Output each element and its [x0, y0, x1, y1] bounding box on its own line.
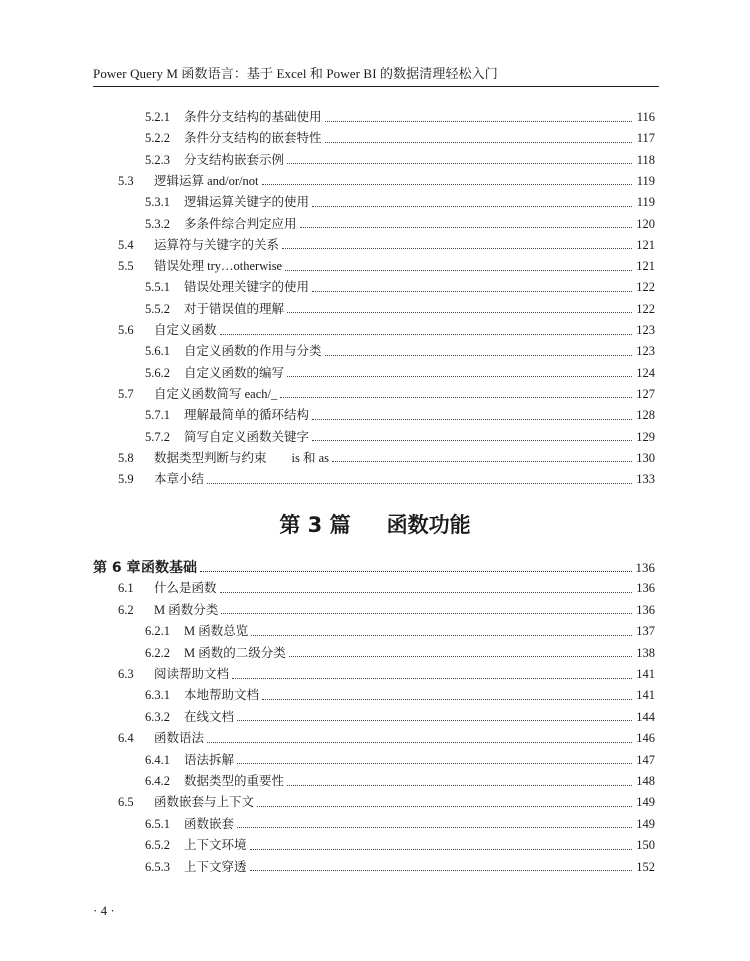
- toc-entry-page: 124: [636, 365, 655, 380]
- toc-leader-dots: [262, 174, 632, 185]
- toc-entry-number: 6.4.2: [145, 774, 170, 788]
- toc-entry-number: 5.3.2: [145, 216, 170, 231]
- toc-entry-title: 函数嵌套: [184, 816, 235, 831]
- toc-entry: [145, 771, 655, 789]
- toc-entry: [118, 256, 655, 274]
- toc-entry: [118, 728, 655, 746]
- toc-leader-dots: [287, 302, 632, 313]
- toc-entry-page: 149: [636, 795, 655, 810]
- toc-entry: [145, 750, 655, 768]
- toc-entry-number: 5.3: [118, 173, 134, 188]
- toc-leader-dots: [221, 603, 632, 614]
- toc-entry: [145, 214, 655, 232]
- toc-entry-number: 5.6.2: [145, 365, 170, 380]
- toc-entry-title: 自定义函数简写 each/_: [154, 386, 278, 401]
- toc-entry-title: 对于错误值的理解: [184, 301, 285, 316]
- toc-entry: [145, 299, 655, 317]
- toc-entry-number: 6.5.1: [145, 816, 170, 831]
- toc-leader-dots: [257, 796, 632, 807]
- toc-entry-number: 5.5.2: [145, 301, 170, 316]
- toc-entry-page: 144: [636, 709, 655, 724]
- toc-entry: [118, 664, 655, 682]
- toc-entry: [118, 578, 655, 596]
- toc-entry-title: 数据类型的重要性: [184, 774, 285, 788]
- toc-entry-page: 123: [636, 344, 655, 359]
- page-number: · 4 ·: [93, 903, 115, 918]
- toc-entry-title: M 函数的二级分类: [184, 645, 286, 660]
- toc-entry: [118, 235, 655, 253]
- toc-leader-dots: [325, 345, 632, 356]
- toc-entry-title: 分支结构嵌套示例: [184, 152, 285, 167]
- toc-entry-title: 多条件综合判定应用: [184, 216, 297, 231]
- toc-entry-page: 130: [636, 450, 655, 465]
- toc-entry: [145, 835, 655, 853]
- toc-entry-number: 5.5.1: [145, 280, 170, 295]
- toc-entry-number: 5.6.1: [145, 344, 170, 359]
- toc-leader-dots: [207, 732, 632, 743]
- toc-entry: [145, 427, 655, 445]
- toc-entry-page: 152: [636, 859, 655, 874]
- toc-entry-page: 121: [636, 259, 655, 274]
- toc-entry-page: 119: [636, 195, 655, 210]
- toc-entry: [118, 384, 655, 402]
- toc-entry-number: 6.4.1: [145, 752, 170, 767]
- toc-leader-dots: [251, 625, 632, 636]
- running-header: Power Query M 函数语言：基于 Excel 和 Power BI 的数据清理轻松入门: [93, 66, 498, 81]
- toc-entry-page: 118: [636, 152, 655, 167]
- toc-entry-number: 6.3: [118, 667, 134, 681]
- toc-entry-number: 6.5.2: [145, 838, 170, 853]
- toc-entry: [145, 192, 655, 210]
- toc-entry-title: 函数语法: [154, 731, 205, 746]
- toc-entry-title: 错误处理关键字的使用: [184, 280, 310, 295]
- toc-entry-number: 5.2.1: [145, 110, 170, 124]
- toc-entry-title: 函数嵌套与上下文: [154, 795, 255, 810]
- toc-entry: [145, 621, 655, 639]
- toc-entry-page: 137: [636, 624, 655, 639]
- toc-entry: [145, 128, 655, 146]
- toc-entry-title: 逻辑运算 and/or/not: [154, 173, 259, 188]
- toc-entry-title: 自定义函数的编写: [184, 365, 285, 380]
- toc-leader-dots: [250, 860, 632, 871]
- toc-leader-dots: [287, 366, 632, 377]
- toc-entry-number: 6.5.3: [145, 859, 170, 874]
- toc-entry-number: 6.4: [118, 731, 134, 746]
- toc-entry-title: 什么是函数: [154, 581, 217, 596]
- toc-entry-page: 148: [636, 774, 655, 788]
- toc-entry-page: 123: [636, 323, 655, 337]
- toc-entry: [145, 150, 655, 168]
- toc-entry: [145, 685, 655, 703]
- toc-leader-dots: [237, 753, 632, 764]
- toc-leader-dots: [280, 387, 632, 398]
- toc-entry-title: M 函数分类: [154, 602, 219, 617]
- toc-leader-dots: [250, 839, 632, 850]
- toc-entry-title: 条件分支结构的嵌套特性: [184, 131, 322, 146]
- toc-entry-title: 函数基础: [141, 560, 197, 576]
- toc-entry-page: 149: [636, 816, 655, 831]
- toc-entry-page: 117: [636, 131, 655, 146]
- toc-entry-page: 147: [636, 752, 655, 767]
- toc-entry: [145, 405, 655, 423]
- toc-entry-page: 141: [636, 667, 655, 681]
- toc-entry-title: 自定义函数的作用与分类: [184, 344, 322, 359]
- toc-leader-dots: [325, 111, 632, 122]
- toc-entry-page: 119: [636, 173, 655, 188]
- part-label: 第 3 篇: [279, 513, 351, 537]
- part-title: [0, 509, 750, 539]
- toc-entry-number: 5.4: [118, 237, 134, 252]
- toc-entry-page: 150: [636, 838, 655, 853]
- toc-leader-dots: [237, 817, 632, 828]
- toc-entry: [145, 107, 655, 125]
- toc-entry-number: 5.5: [118, 259, 134, 274]
- toc-entry-page: 121: [636, 237, 655, 252]
- toc-entry-title: 条件分支结构的基础使用: [184, 110, 322, 124]
- toc-entry-number: 5.2.3: [145, 152, 170, 167]
- toc-entry-page: 141: [636, 688, 655, 703]
- toc-entry-page: 120: [636, 216, 655, 231]
- toc-entry-page: 136: [636, 602, 655, 617]
- toc-entry-title: 逻辑运算关键字的使用: [184, 195, 310, 210]
- toc-entry-title: M 函数总览: [184, 624, 249, 639]
- toc-leader-dots: [220, 582, 632, 593]
- toc-leader-dots: [282, 238, 632, 249]
- toc-entry-number: 5.6: [118, 323, 134, 337]
- toc-entry-number: 5.9: [118, 472, 134, 487]
- toc-entry-title: 错误处理 try…otherwise: [154, 259, 283, 274]
- toc-entry: [118, 469, 655, 487]
- toc-leader-dots: [325, 132, 632, 143]
- toc-entry-title: 本章小结: [154, 472, 205, 487]
- toc-entry: [118, 320, 655, 338]
- toc-entry: [145, 857, 655, 875]
- toc-entry-page: 136: [636, 581, 655, 596]
- toc-entry-title: 理解最简单的循环结构: [184, 408, 310, 423]
- toc-entry-title: 运算符与关键字的关系: [154, 237, 280, 252]
- header-rule: [93, 86, 659, 87]
- toc-leader-dots: [332, 451, 632, 462]
- toc-leader-dots: [287, 775, 632, 786]
- toc-entry: [145, 643, 655, 661]
- toc-entry-title: 语法拆解: [184, 752, 235, 767]
- toc-leader-dots: [200, 561, 632, 572]
- toc-leader-dots: [289, 646, 632, 657]
- toc-entry: [145, 363, 655, 381]
- toc-entry-number: 6.5: [118, 795, 134, 810]
- toc-entry-number: 6.3.1: [145, 688, 170, 703]
- toc-entry-number: 5.7.2: [145, 429, 170, 444]
- toc-chapter-entry: [93, 557, 655, 575]
- toc-entry-number: 第 6 章: [93, 560, 141, 576]
- toc-entry-number: 5.3.1: [145, 195, 170, 210]
- toc-entry-page: 129: [636, 429, 655, 444]
- toc-entry: [145, 341, 655, 359]
- toc-leader-dots: [220, 324, 632, 335]
- toc-entry: [145, 814, 655, 832]
- toc-leader-dots: [262, 689, 632, 700]
- toc-entry-page: 128: [636, 408, 655, 423]
- toc-entry: [118, 171, 655, 189]
- toc-entry: [118, 600, 655, 618]
- part-name: 函数功能: [386, 513, 471, 537]
- toc-entry-page: 127: [636, 386, 655, 401]
- toc-entry-page: 133: [636, 472, 655, 487]
- toc-entry-number: 6.3.2: [145, 709, 170, 724]
- toc-entry-title: 上下文环境: [184, 838, 247, 853]
- toc-leader-dots: [285, 260, 632, 271]
- toc-entry-page: 146: [636, 731, 655, 746]
- toc-entry-page: 122: [636, 301, 655, 316]
- toc-entry-title: 数据类型判断与约束 is 和 as: [154, 450, 330, 465]
- toc-leader-dots: [312, 281, 632, 292]
- toc-entry-number: 6.2: [118, 602, 134, 617]
- toc-leader-dots: [312, 196, 632, 207]
- toc-entry-number: 6.2.1: [145, 624, 170, 639]
- toc-entry-number: 5.2.2: [145, 131, 170, 146]
- toc-leader-dots: [312, 430, 632, 441]
- toc-entry-number: 5.7: [118, 386, 134, 401]
- toc-entry-number: 5.8: [118, 450, 134, 465]
- toc-entry: [118, 448, 655, 466]
- toc-entry-page: 136: [635, 560, 655, 575]
- toc-entry-page: 122: [636, 280, 655, 295]
- toc-entry-title: 在线文档: [184, 709, 235, 724]
- toc-entry-page: 138: [636, 645, 655, 660]
- toc-entry: [145, 707, 655, 725]
- toc-leader-dots: [207, 473, 632, 484]
- toc-entry: [118, 792, 655, 810]
- toc-leader-dots: [237, 710, 632, 721]
- toc-entry-page: 116: [636, 110, 655, 124]
- toc-entry-title: 上下文穿透: [184, 859, 247, 874]
- toc-entry: [145, 277, 655, 295]
- toc-leader-dots: [312, 409, 632, 420]
- toc-entry-title: 自定义函数: [154, 323, 217, 337]
- toc-leader-dots: [300, 217, 632, 228]
- toc-leader-dots: [287, 153, 632, 164]
- toc-leader-dots: [232, 668, 632, 679]
- toc-entry-title: 阅读帮助文档: [154, 667, 230, 681]
- toc-entry-number: 5.7.1: [145, 408, 170, 423]
- toc-entry-title: 本地帮助文档: [184, 688, 260, 703]
- toc-entry-number: 6.2.2: [145, 645, 170, 660]
- toc-entry-number: 6.1: [118, 581, 134, 596]
- toc-entry-title: 简写自定义函数关键字: [184, 429, 310, 444]
